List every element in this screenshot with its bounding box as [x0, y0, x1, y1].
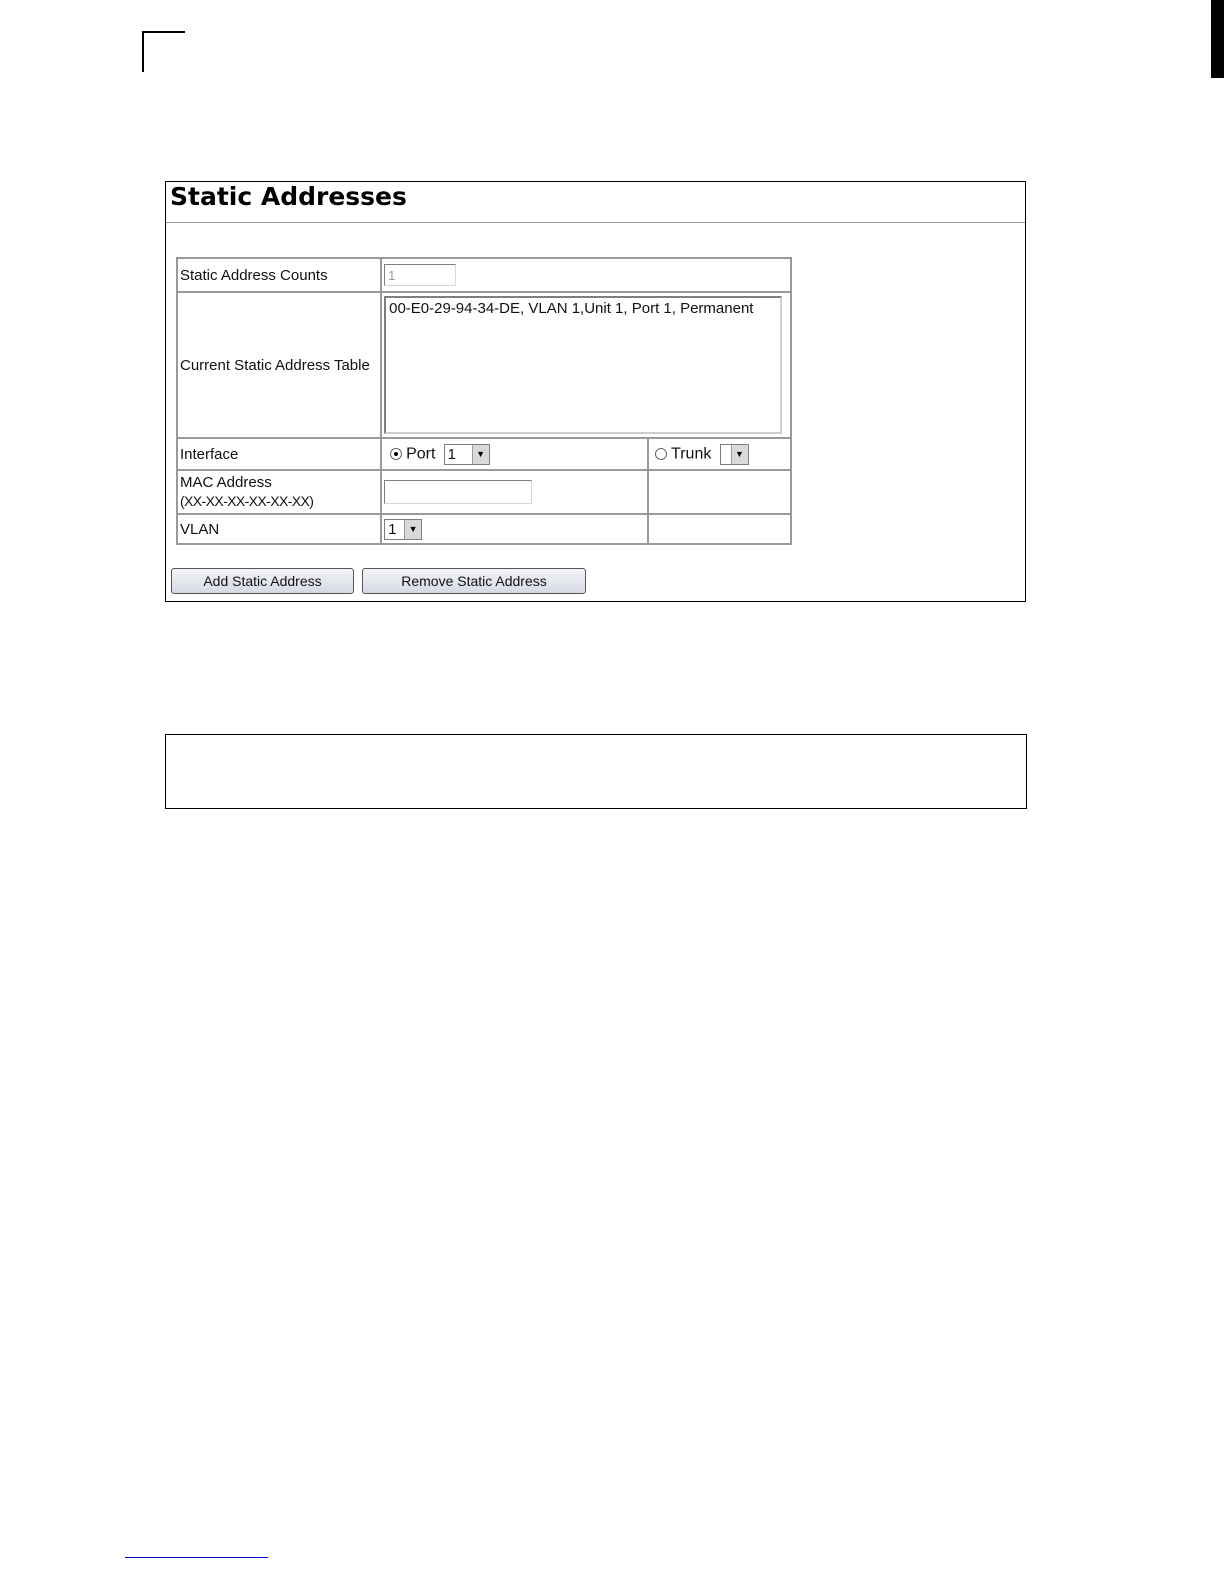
mac-empty-cell [648, 470, 791, 514]
vlan-select-value: 1 [388, 520, 397, 538]
address-table-label: Current Static Address Table [177, 292, 381, 438]
mac-address-field[interactable] [384, 480, 532, 504]
footer-rule [125, 1557, 268, 1558]
row-interface [177, 438, 791, 470]
chevron-down-icon[interactable]: ▼ [472, 445, 489, 464]
chevron-down-icon[interactable]: ▼ [404, 520, 421, 539]
row-vlan [177, 514, 791, 544]
note-box [165, 734, 1027, 809]
counts-label: Static Address Counts [177, 258, 381, 292]
trunk-select[interactable] [720, 444, 749, 465]
port-radio[interactable] [390, 448, 402, 460]
vlan-empty-cell [648, 514, 791, 544]
static-address-counts-field [384, 264, 456, 286]
title-divider [166, 222, 1025, 223]
vlan-cell [381, 514, 648, 544]
vlan-select[interactable] [384, 519, 422, 540]
mac-label-cell [177, 470, 381, 514]
mac-format-hint: (XX-XX-XX-XX-XX-XX) [180, 493, 314, 509]
vlan-label: VLAN [177, 514, 381, 544]
crop-mark-vertical [142, 31, 144, 72]
remove-static-address-button[interactable]: Remove Static Address [362, 568, 586, 594]
page-edge-tab [1211, 0, 1224, 78]
port-select[interactable] [444, 444, 490, 465]
row-mac [177, 470, 791, 514]
address-entry[interactable]: 00-E0-29-94-34-DE, VLAN 1,Unit 1, Port 1, Permanent [389, 300, 754, 317]
port-cell [381, 438, 648, 470]
mac-input-cell [381, 470, 648, 514]
trunk-radio[interactable] [655, 448, 667, 460]
chevron-down-icon[interactable]: ▼ [731, 445, 748, 464]
port-radio-label: Port [406, 445, 436, 462]
static-address-list[interactable] [384, 296, 782, 434]
address-table-cell [381, 292, 791, 438]
static-addresses-panel [165, 181, 1026, 602]
interface-label: Interface [177, 438, 381, 470]
page-title: Static Addresses [170, 182, 407, 211]
port-select-value: 1 [447, 445, 456, 463]
counts-cell [381, 258, 791, 292]
static-address-form [176, 257, 792, 545]
row-address-table [177, 292, 791, 438]
mac-label: MAC Address [180, 474, 272, 491]
row-counts [177, 258, 791, 292]
trunk-radio-label: Trunk [671, 445, 712, 462]
crop-mark-horizontal [142, 31, 185, 33]
add-static-address-button[interactable]: Add Static Address [171, 568, 354, 594]
trunk-cell [648, 438, 791, 470]
